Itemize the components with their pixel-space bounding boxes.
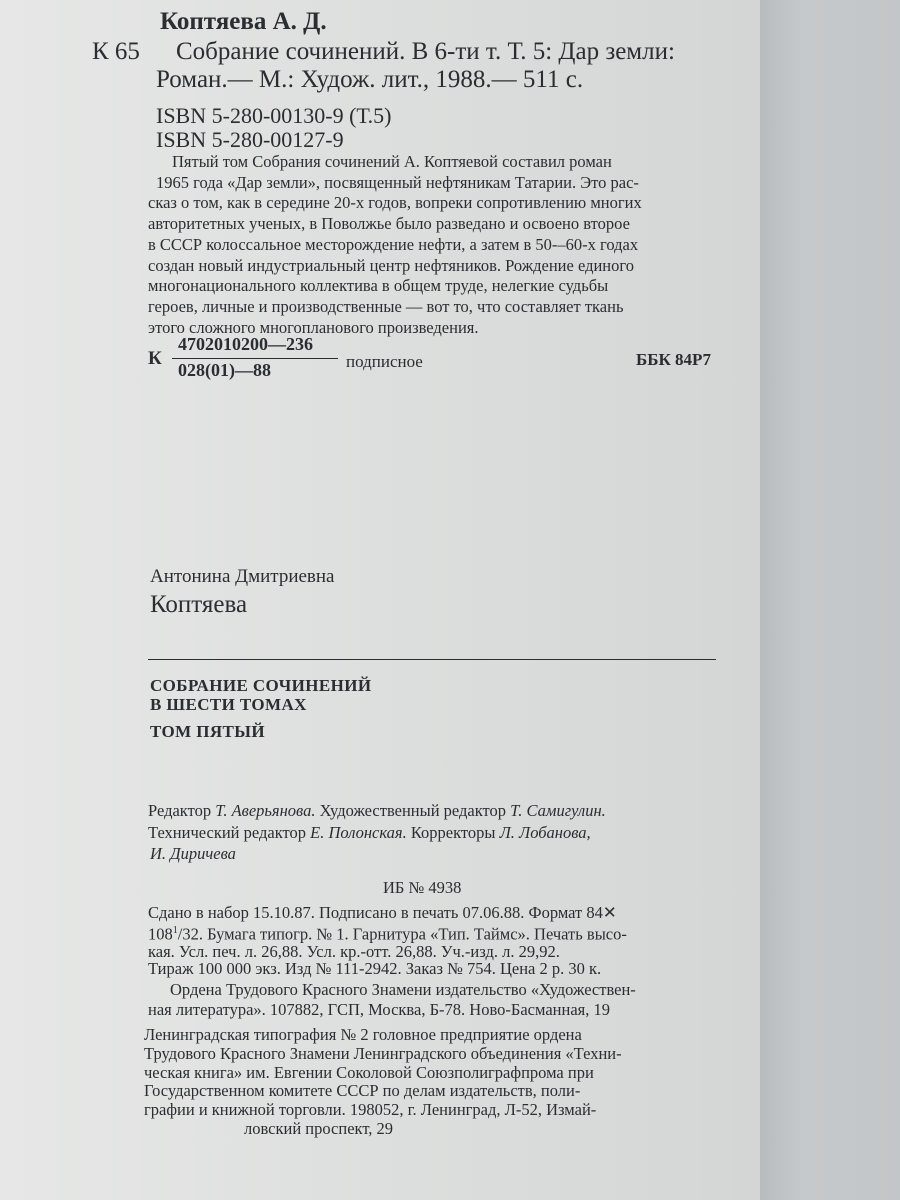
tech-editor-name: Е. Полонская. bbox=[310, 822, 407, 842]
index-numerator: 4702010200—236 bbox=[178, 334, 313, 354]
index-letter: К bbox=[148, 348, 162, 369]
publisher-info bbox=[148, 980, 636, 1020]
imprint-details bbox=[148, 904, 627, 978]
facing-page-edge bbox=[760, 0, 900, 1200]
credits bbox=[148, 800, 606, 865]
format-rest: /32. Бумага типогр. № 1. Гарнитура «Тип. Таймс». Печать высо- bbox=[177, 924, 627, 943]
index-denominator: 028(01)—88 bbox=[178, 360, 271, 380]
annotation-line: многонационального коллектива в общем труде, нелегкие судьбы bbox=[148, 276, 609, 296]
printer-line: ческая книга» им. Евгении Соколовой Союзполиграфпрома при bbox=[144, 1062, 594, 1082]
format-superscript: 1 bbox=[172, 924, 178, 936]
annotation-line: создан новый индустриальный центр нефтяников. Рождение единого bbox=[148, 255, 634, 275]
publisher-line: Ордена Трудового Красного Знамени издательство «Художествен- bbox=[170, 980, 636, 999]
author-heading: Коптяева А. Д. bbox=[160, 8, 327, 35]
editor-label: Редактор bbox=[148, 801, 212, 820]
tech-editor-label: Технический редактор bbox=[148, 822, 306, 842]
imprint-line: кая. Усл. печ. л. 26,88. Усл. кр.-отт. 26,88. Уч.-изд. л. 29,92. bbox=[148, 941, 560, 961]
imprint-line: Тираж 100 000 экз. Изд № 111-2942. Заказ № 754. Цена 2 р. 30 к. bbox=[148, 959, 602, 978]
imprint-line bbox=[148, 922, 627, 943]
printer-info bbox=[144, 1026, 622, 1139]
fraction-bar bbox=[172, 358, 338, 359]
annotation-line: 1965 года «Дар земли», посвященный нефтяникам Татарии. Это рас- bbox=[156, 172, 639, 192]
annotation-line: Пятый том Собрания сочинений А. Коптяевой составил роман bbox=[172, 152, 612, 171]
printer-line: ловский проспект, 29 bbox=[244, 1118, 394, 1138]
annotation-line: в СССР колоссальное месторождение нефти, а затем в 50-–60-х годах bbox=[148, 234, 639, 254]
credits-line bbox=[148, 800, 606, 822]
isbn-volume: ISBN 5-280-00130-9 (Т.5) bbox=[156, 103, 392, 128]
printer-line: Ленинградская типография № 2 головное предприятие ордена bbox=[144, 1025, 582, 1044]
bbk-code: ББК 84Р7 bbox=[636, 350, 711, 369]
annotation-line: сказ о том, как в середине 20-х годов, вопреки сопротивлению многих bbox=[148, 193, 642, 213]
divider-rule bbox=[148, 659, 716, 660]
author-surname: Коптяева bbox=[150, 591, 248, 618]
printer-line: Государственном комитете СССР по делам издательств, поли- bbox=[144, 1081, 581, 1101]
bibliographic-description-line-2: Роман.— М.: Худож. лит., 1988.— 511 с. bbox=[156, 66, 584, 93]
imprint-line: Сдано в набор 15.10.87. Подписано в печать 07.06.88. Формат 84✕ bbox=[148, 903, 617, 922]
format-number: 108 bbox=[148, 924, 173, 943]
art-editor-label: Художественный редактор bbox=[319, 801, 507, 820]
isbn-set: ISBN 5-280-00127-9 bbox=[156, 127, 344, 152]
proofreader-name: И. Диричева bbox=[150, 844, 236, 863]
proofreader-name: Л. Лобанова, bbox=[499, 822, 591, 842]
bibliographic-description-line-1: Собрание сочинений. В 6-ти т. Т. 5: Дар земли: bbox=[176, 38, 675, 65]
editor-name: Т. Аверьянова. bbox=[215, 801, 316, 820]
volume-title: ТОМ ПЯТЫЙ bbox=[150, 722, 265, 741]
art-editor-name: Т. Самигулин. bbox=[510, 801, 606, 820]
author-full-name: Антонина Дмитриевна bbox=[150, 566, 335, 587]
credits-line bbox=[148, 843, 606, 865]
classification-code: К 65 bbox=[92, 38, 140, 65]
annotation-line: авторитетных ученых, в Поволжье было разведано и освоено второе bbox=[148, 214, 630, 234]
annotation bbox=[148, 152, 720, 338]
ib-number: ИБ № 4938 bbox=[383, 878, 462, 897]
proofreaders-label: Корректоры bbox=[410, 822, 496, 842]
credits-line bbox=[148, 822, 606, 844]
subscription-label: подписное bbox=[346, 352, 423, 371]
annotation-line: этого сложного многопланового произведения. bbox=[148, 317, 479, 337]
series-title-line-1: СОБРАНИЕ СОЧИНЕНИЙ bbox=[150, 676, 372, 695]
printer-line: графии и книжной торговли. 198052, г. Ленинград, Л-52, Измай- bbox=[144, 1100, 597, 1120]
publisher-line: ная литература». 107882, ГСП, Москва, Б-78. Ново-Басманная, 19 bbox=[148, 1000, 610, 1019]
printer-line: Трудового Красного Знамени Ленинградского объединения «Техни- bbox=[144, 1043, 622, 1063]
series-title-line-2: В ШЕСТИ ТОМАХ bbox=[150, 695, 307, 714]
annotation-line: героев, личные и производственные — вот то, что составляет ткань bbox=[148, 296, 624, 316]
